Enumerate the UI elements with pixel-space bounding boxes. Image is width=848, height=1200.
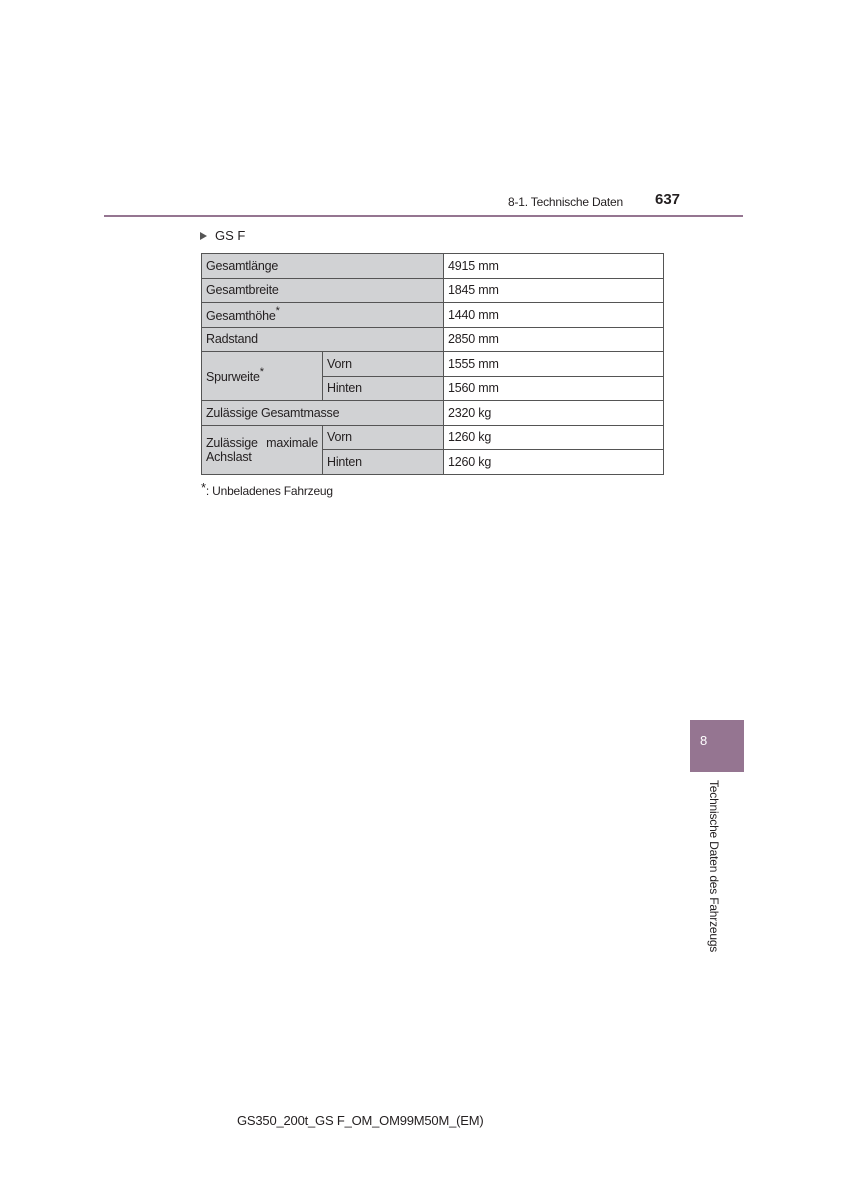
row-label: Gesamtbreite (202, 278, 444, 303)
row-label-cell (202, 303, 444, 328)
section-title: 8-1. Technische Daten (508, 195, 623, 209)
chapter-label: Technische Daten des Fahrzeugs (707, 780, 721, 953)
row-value: 1845 mm (444, 278, 664, 303)
row-label-cell (202, 352, 323, 401)
row-label-word: maximale (266, 435, 318, 450)
row-value: 2320 kg (444, 401, 664, 426)
chapter-tab (690, 720, 744, 772)
row-value: 1560 mm (444, 376, 664, 401)
document-code: GS350_200t_GS F_OM_OM99M50M_(EM) (237, 1113, 484, 1128)
row-label: Gesamthöhe (206, 309, 276, 324)
dimensions-table (201, 253, 664, 475)
row-label-cell (202, 425, 323, 474)
row-value: 1260 kg (444, 450, 664, 475)
table-row (202, 425, 664, 450)
sub-label: Vorn (323, 425, 444, 450)
table-row (202, 327, 664, 352)
row-value: 4915 mm (444, 254, 664, 279)
table-row (202, 254, 664, 279)
table-row (202, 352, 664, 377)
row-value: 1555 mm (444, 352, 664, 377)
row-label-word: Zulässige (206, 435, 258, 450)
row-label: Gesamtlänge (202, 254, 444, 279)
row-value: 1440 mm (444, 303, 664, 328)
model-label: GS F (215, 228, 246, 243)
row-label: Radstand (202, 327, 444, 352)
sub-label: Vorn (323, 352, 444, 377)
sub-label: Hinten (323, 376, 444, 401)
footnote (201, 480, 333, 498)
page-number: 637 (655, 191, 681, 208)
header-divider (104, 215, 743, 217)
achslast-line (206, 436, 318, 450)
asterisk-marker: * (259, 366, 264, 379)
row-label: Spurweite (206, 370, 260, 385)
triangle-bullet-icon (200, 232, 207, 240)
row-value: 2850 mm (444, 327, 664, 352)
table-row (202, 303, 664, 328)
footnote-text: : Unbeladenes Fahrzeug (205, 484, 333, 498)
chapter-number: 8 (700, 733, 708, 748)
table-row (202, 278, 664, 303)
asterisk-marker: * (275, 305, 280, 318)
sub-label: Hinten (323, 450, 444, 475)
row-label: Zulässige Gesamtmasse (202, 401, 444, 426)
row-label-word: Achslast (206, 449, 252, 464)
table-row (202, 401, 664, 426)
model-heading (200, 228, 245, 243)
footnote-marker: * (201, 480, 206, 495)
row-value: 1260 kg (444, 425, 664, 450)
